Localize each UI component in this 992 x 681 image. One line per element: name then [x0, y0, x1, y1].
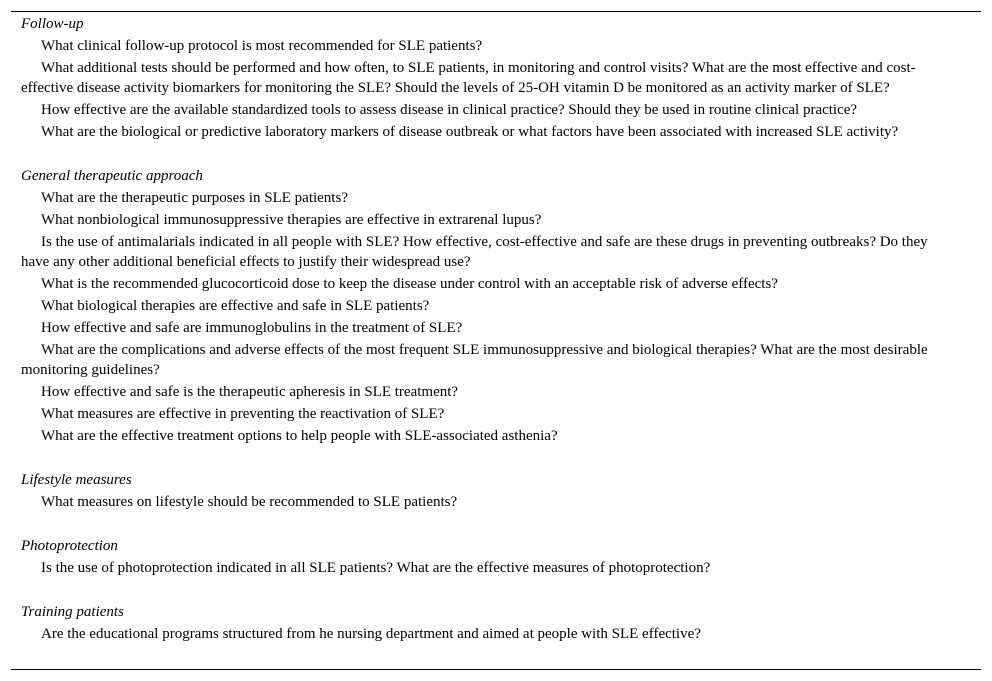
section-heading: Training patients [21, 604, 124, 620]
section-heading: Lifestyle measures [21, 472, 132, 488]
questions-table [11, 11, 981, 670]
section [21, 470, 951, 512]
section [21, 166, 951, 446]
question-item: What additional tests should be performed and how often, to SLE patients, in monitoring and control visits? What are the most effective and cost-effective disease activity biomarkers for monitoring the SLE? Should the levels of 25-OH vitamin D be monitored as an activity marker of SLE? [21, 60, 916, 96]
section-heading: Photoprotection [21, 538, 118, 554]
section [21, 14, 951, 142]
question-item: What measures on lifestyle should be recommended to SLE patients? [41, 494, 458, 510]
question-item: Is the use of antimalarials indicated in all people with SLE? How effective, cost-effective and safe are these drugs in preventing outbreaks? Do they have any other additional beneficial effects to justify their widespread use? [21, 234, 928, 270]
section-heading: Follow-up [21, 16, 84, 32]
section [21, 536, 951, 578]
question-item: How effective are the available standardized tools to assess disease in clinical practice? Should they be used in routine clinical practice? [41, 102, 858, 118]
question-item: What are the biological or predictive laboratory markers of disease outbreak or what factors have been associated with increased SLE activity? [41, 124, 899, 140]
question-item: What clinical follow-up protocol is most recommended for SLE patients? [41, 38, 483, 54]
question-item: What are the effective treatment options to help people with SLE-associated asthenia? [41, 428, 558, 444]
section-heading: General therapeutic approach [21, 168, 203, 184]
table-body [21, 14, 951, 644]
question-item: What are the complications and adverse effects of the most frequent SLE immunosuppressive and biological therapies? What are the most desirable monitoring guidelines? [21, 342, 928, 378]
question-item: What is the recommended glucocorticoid dose to keep the disease under control with an acceptable risk of adverse effects? [41, 276, 778, 292]
question-item: How effective and safe are immunoglobulins in the treatment of SLE? [41, 320, 463, 336]
question-item: What are the therapeutic purposes in SLE patients? [41, 190, 348, 206]
section [21, 602, 951, 644]
question-item: Are the educational programs structured from he nursing department and aimed at people with SLE effective? [41, 626, 701, 642]
question-item: Is the use of photoprotection indicated in all SLE patients? What are the effective measures of photoprotection? [41, 560, 711, 576]
question-item: What nonbiological immunosuppressive therapies are effective in extrarenal lupus? [41, 212, 542, 228]
question-item: What biological therapies are effective and safe in SLE patients? [41, 298, 430, 314]
question-item: What measures are effective in preventing the reactivation of SLE? [41, 406, 445, 422]
question-item: How effective and safe is the therapeutic apheresis in SLE treatment? [41, 384, 459, 400]
